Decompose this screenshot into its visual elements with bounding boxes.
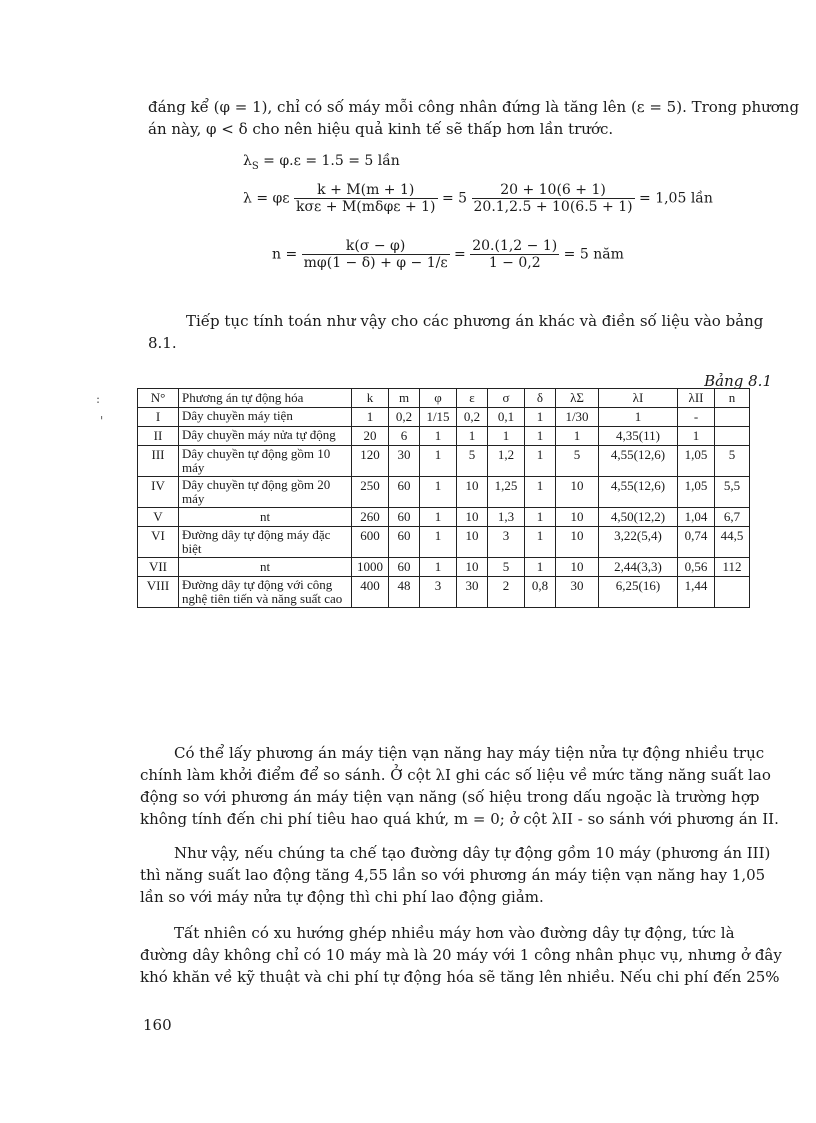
cell: 4,50(12,2) (599, 508, 678, 527)
cell: 44,5 (715, 527, 750, 558)
cell: 1 (420, 527, 457, 558)
cell: 1 (525, 477, 556, 508)
cell: 1,2 (488, 446, 525, 477)
cell: 3,22(5,4) (599, 527, 678, 558)
cell: 60 (389, 527, 420, 558)
cell: nt (179, 558, 352, 577)
cell: 10 (556, 558, 599, 577)
cell: 20 (352, 427, 389, 446)
header-cell: λΣ (556, 389, 599, 408)
text-line: không tính đến chi phí tiêu hao quá khứ, m = 0; ở cột λII - so sánh với phương án II. (140, 810, 779, 828)
cell: 5 (457, 446, 488, 477)
eq-mid: = (454, 246, 466, 263)
cell: 1 (420, 477, 457, 508)
continue-paragraph (148, 310, 763, 354)
intro-paragraph (148, 96, 799, 140)
cell: 48 (389, 577, 420, 608)
paragraph-2 (140, 842, 770, 908)
cell: nt (179, 508, 352, 527)
cell: 6,7 (715, 508, 750, 527)
cell: Dây chuyền máy tiện (179, 408, 352, 427)
cell: 2,44(3,3) (599, 558, 678, 577)
cell: 60 (389, 508, 420, 527)
cell: 1 (678, 427, 715, 446)
header-cell: N° (138, 389, 179, 408)
cell (715, 427, 750, 446)
cell: 10 (556, 477, 599, 508)
table-row (138, 408, 750, 427)
denominator: mφ(1 − δ) + φ − 1/ε (303, 255, 448, 271)
table-caption: Bảng 8.1 (704, 372, 772, 390)
numerator: 20 + 10(6 + 1) (472, 182, 635, 199)
cell: 1 (525, 508, 556, 527)
cell: 30 (389, 446, 420, 477)
text-line: Có thể lấy phương án máy tiện vạn năng hay máy tiện nửa tự động nhiều trục (174, 744, 765, 762)
cell: Đường dây tự động máy đặc biệt (179, 527, 352, 558)
cell: 2 (488, 577, 525, 608)
cell: 4,55(12,6) (599, 477, 678, 508)
cell: 6,25(16) (599, 577, 678, 608)
margin-mark: : (96, 392, 101, 406)
cell: 1 (525, 527, 556, 558)
cell: I (138, 408, 179, 427)
cell: 1,25 (488, 477, 525, 508)
text-line: thì năng suất lao động tăng 4,55 lần so với phương án máy tiện vạn năng hay 1,05 (140, 866, 766, 884)
table-header-row (138, 389, 750, 408)
cell: 1,44 (678, 577, 715, 608)
cell: 1 (352, 408, 389, 427)
cell: 1,05 (678, 477, 715, 508)
cell: 4,55(12,6) (599, 446, 678, 477)
cell: V (138, 508, 179, 527)
table-row (138, 527, 750, 558)
cell: 1 (525, 558, 556, 577)
text-line: khó khăn về kỹ thuật và chi phí tự động hóa sẽ tăng lên nhiều. Nếu chi phí đến 25% (140, 968, 780, 986)
margin-mark: ' (100, 414, 104, 428)
denominator: kσε + M(mδφε + 1) (296, 199, 436, 215)
data-table (137, 388, 750, 608)
table-row (138, 577, 750, 608)
cell: 1 (525, 408, 556, 427)
cell: 0,8 (525, 577, 556, 608)
cell: 260 (352, 508, 389, 527)
eq-lhs: λ = φε (243, 190, 290, 207)
cell: 1 (488, 427, 525, 446)
text-line: đáng kể (φ = 1), chỉ có số máy mỗi công nhân đứng là tăng lên (ε = 5). Trong phương (148, 98, 800, 116)
header-cell: δ (525, 389, 556, 408)
cell: 1 (420, 508, 457, 527)
cell: Dây chuyền tự động gồm 10 máy (179, 446, 352, 477)
text-line: đường dây không chỉ có 10 máy mà là 20 máy với 1 công nhân phục vụ, nhưng ở đây (140, 946, 782, 964)
cell: 60 (389, 558, 420, 577)
cell: 1,04 (678, 508, 715, 527)
eq-lhs: n = (272, 246, 298, 263)
text-line: 8.1. (148, 334, 177, 352)
cell: 1 (420, 558, 457, 577)
cell: 1,3 (488, 508, 525, 527)
cell: 10 (457, 477, 488, 508)
table-row (138, 477, 750, 508)
cell: III (138, 446, 179, 477)
header-cell: λII (678, 389, 715, 408)
cell: 10 (556, 508, 599, 527)
cell: 3 (488, 527, 525, 558)
cell: 1000 (352, 558, 389, 577)
header-cell: n (715, 389, 750, 408)
cell: 10 (556, 527, 599, 558)
cell: 10 (457, 558, 488, 577)
cell: Dây chuyền máy nửa tự động (179, 427, 352, 446)
cell: 10 (457, 527, 488, 558)
cell: 5 (715, 446, 750, 477)
cell: 4,35(11) (599, 427, 678, 446)
text-line: lần so với máy nửa tự động thì chi phí lao động giảm. (140, 888, 544, 906)
cell: 112 (715, 558, 750, 577)
text-line: án này, φ < δ cho nên hiệu quả kinh tế sẽ thấp hơn lần trước. (148, 120, 614, 138)
cell: 600 (352, 527, 389, 558)
text-line: động so với phương án máy tiện vạn năng (số hiệu trong dấu ngoặc là trường hợp (140, 788, 760, 806)
cell: VIII (138, 577, 179, 608)
header-cell: ε (457, 389, 488, 408)
denominator: 1 − 0,2 (488, 255, 541, 271)
cell: 0,74 (678, 527, 715, 558)
page-number: 160 (143, 1016, 172, 1034)
text-line: Tiếp tục tính toán như vậy cho các phương án khác và điền số liệu vào bảng (186, 312, 764, 330)
cell: 1 (556, 427, 599, 446)
cell: 30 (457, 577, 488, 608)
eq-mid: = 5 (441, 190, 468, 207)
cell: - (678, 408, 715, 427)
cell: 3 (420, 577, 457, 608)
header-cell: k (352, 389, 389, 408)
cell: 250 (352, 477, 389, 508)
cell: VI (138, 527, 179, 558)
cell: 1,05 (678, 446, 715, 477)
cell: 1/15 (420, 408, 457, 427)
equation-lambda-s: $\lambda_S = \varphi.\varepsilon = 1.5 = 5$ lần (243, 153, 400, 172)
cell: Đường dây tự động với công nghệ tiên tiến và năng suất cao (179, 577, 352, 608)
header-cell: m (389, 389, 420, 408)
header-cell: λI (599, 389, 678, 408)
cell: 0,56 (678, 558, 715, 577)
header-cell: Phương án tự động hóa (179, 389, 352, 408)
table-row (138, 446, 750, 477)
text-line: chính làm khởi điểm để so sánh. Ở cột λI ghi các số liệu về mức tăng năng suất lao (140, 766, 771, 784)
text-line: Như vậy, nếu chúng ta chế tạo đường dây tự động gồm 10 máy (phương án III) (174, 844, 771, 862)
cell: 1 (525, 427, 556, 446)
eq-rhs: = 5 năm (563, 246, 624, 263)
equation-lambda (243, 182, 713, 215)
cell: 0,1 (488, 408, 525, 427)
cell: 6 (389, 427, 420, 446)
cell: Dây chuyền tự động gồm 20 máy (179, 477, 352, 508)
cell: 1 (457, 427, 488, 446)
numerator: 20.(1,2 − 1) (472, 238, 558, 254)
numerator: k(σ − φ) (302, 238, 450, 255)
fraction (302, 238, 450, 271)
cell: 1 (525, 446, 556, 477)
cell: 5,5 (715, 477, 750, 508)
equation-n (272, 238, 624, 271)
cell: 0,2 (389, 408, 420, 427)
cell (715, 408, 750, 427)
cell: VII (138, 558, 179, 577)
cell: 1 (599, 408, 678, 427)
cell: 5 (488, 558, 525, 577)
cell: 1/30 (556, 408, 599, 427)
cell (715, 577, 750, 608)
eq-rhs: = 1,05 lần (639, 190, 713, 207)
cell: 1 (420, 446, 457, 477)
denominator: 20.1,2.5 + 10(6.5 + 1) (473, 199, 633, 215)
fraction (294, 182, 437, 215)
cell: IV (138, 477, 179, 508)
numerator: k + M(m + 1) (294, 182, 437, 199)
cell: 5 (556, 446, 599, 477)
paragraph-1 (140, 742, 779, 830)
fraction (472, 182, 635, 215)
cell: 400 (352, 577, 389, 608)
table-row (138, 558, 750, 577)
cell: 1 (420, 427, 457, 446)
header-cell: σ (488, 389, 525, 408)
cell: 0,2 (457, 408, 488, 427)
cell: 60 (389, 477, 420, 508)
header-cell: φ (420, 389, 457, 408)
fraction (470, 238, 559, 271)
table-row (138, 508, 750, 527)
paragraph-3 (140, 922, 782, 988)
cell: 10 (457, 508, 488, 527)
cell: 30 (556, 577, 599, 608)
table-row (138, 427, 750, 446)
text-line: Tất nhiên có xu hướng ghép nhiều máy hơn vào đường dây tự động, tức là (174, 924, 735, 942)
cell: II (138, 427, 179, 446)
cell: 120 (352, 446, 389, 477)
